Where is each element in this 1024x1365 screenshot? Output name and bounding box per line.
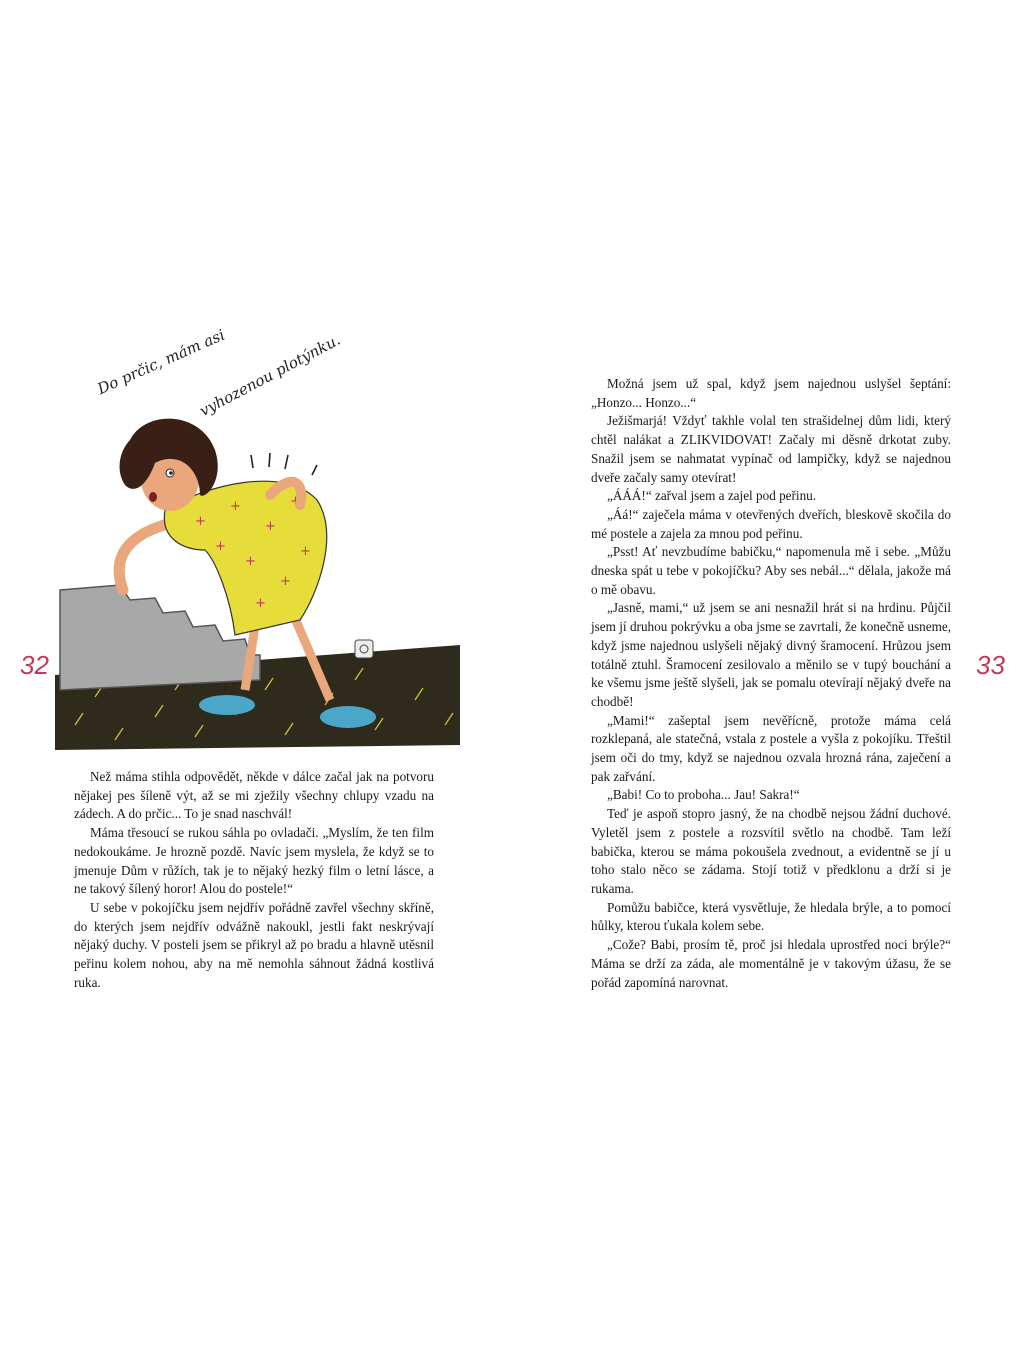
paragraph: Máma třesoucí se rukou sáhla po ovladači. „Myslím, že ten film nedokoukáme. Je hrozně pozdě. Navíc jsem myslela, že když se to jmenuje Dům v růžích, tak je to nějaký hezký film o letní lásce, a ne takový šílený horor! Alou do postele!“ bbox=[74, 825, 434, 897]
svg-text:+: + bbox=[245, 554, 256, 569]
paragraph: „Jasně, mami,“ už jsem se ani nesnažil hrát si na hrdinu. Půjčil jsem jí druhou pokrývku a oba jsme se zavrtali, že konečně usneme, když jsme najednou uslyšeli nějaký divný šramocení. Hrůzou jsem totálně ztuhl. Šramocení zesilovalo a měnilo se v tupý bouchání a ke všemu jsme ještě slyšeli, jak se pomalu otevírají nějaký dveře na chodbě! bbox=[591, 600, 951, 709]
svg-text:+: + bbox=[265, 519, 276, 534]
svg-text:+: + bbox=[290, 494, 301, 509]
paragraph: „Cože? Babi, prosím tě, proč jsi hledala uprostřed noci brýle?“ Máma se drží za záda, ale momentálně je v takovým úžasu, že se pořád zapomíná narovnat. bbox=[591, 937, 951, 990]
slipper-left bbox=[199, 695, 255, 715]
paragraph: U sebe v pokojíčku jsem nejdřív pořádně zavřel všechny skříně, do kterých jsem nejdřív odvážně nakoukl, jestli fakt neskrývají nějaký duchy. V posteli jsem se přikryl až po bradu a hlavně utěsnil peřinu kolem nohou, aby na mě nemohla sáhnout žádná kostlivá ruka. bbox=[74, 899, 434, 990]
paragraph: „Mami!“ zašeptal jsem nevěřícně, protože máma celá rozklepaná, ale statečná, vstala z postele a vyšla z pokojíku. Třeštil jsem oči do tmy, když se najednou ozvala hrozná rána, zaječení a pak zařvání. bbox=[591, 712, 951, 784]
left-page-text bbox=[74, 768, 434, 992]
paragraph: Než máma stihla odpovědět, někde v dálce začal jak na potvoru nějakej pes šíleně výt, až se mi zježily všechny chlupy vzadu na zádech. A do prčic... To je snad naschvál! bbox=[74, 769, 434, 822]
paragraph: Teď je aspoň stopro jasný, že na chodbě nejsou žádní duchové. Vyletěl jsem z postele a rozsvítil světlo na chodbě. Tam leží babička, kterou se máma pokoušela zvednout, a evidentně se jí u toho stalo něco se zádama. Stojí totiž v předklonu a drží si je rukama. bbox=[591, 806, 951, 896]
slipper-right bbox=[320, 706, 376, 728]
svg-text:+: + bbox=[215, 539, 226, 554]
right-page-text bbox=[591, 375, 951, 992]
paragraph: „Psst! Ať nevzbudíme babičku,“ napomenula mě i sebe. „Můžu dneska spát u tebe v pokojíčku? Aby ses nebál...“ dělala, jakože má o mě obavu. bbox=[591, 544, 951, 597]
speech-handwriting-line2: vyhozenou plotýnku. bbox=[196, 330, 344, 420]
paragraph: „Áá!“ zaječela máma v otevřených dveřích, bleskově skočila do mé postele a zajela za mnou pod peřinu. bbox=[591, 506, 951, 541]
page-number-right: 33 bbox=[976, 650, 1005, 680]
paragraph: Pomůžu babičce, která vysvětluje, že hledala brýle, a to pomocí hůlky, kterou ťukala kolem sebe. bbox=[591, 899, 951, 934]
svg-text:+: + bbox=[300, 544, 311, 559]
svg-text:+: + bbox=[255, 596, 266, 611]
svg-text:+: + bbox=[280, 574, 291, 589]
paragraph: „ÁÁÁ!“ zařval jsem a zajel pod peřinu. bbox=[607, 488, 817, 504]
svg-text:+: + bbox=[230, 499, 241, 514]
page-number-left: 32 bbox=[20, 650, 49, 680]
paragraph: Ježišmarjá! Vždyť takhle volal ten strašidelnej dům lidi, který chtěl nalákat a ZLIKVIDOVAT! Začaly mi děsně drkotat zuby. Snažil jsem se nahmatat vypínač od lampičky, když se najednou dveře začaly samy otevírat! bbox=[591, 413, 951, 485]
paragraph: „Babi! Co to proboha... Jau! Sakra!“ bbox=[607, 787, 800, 803]
illustration-woman-stairs bbox=[55, 345, 465, 750]
speech-handwriting-line1: Do prčic, mám asi bbox=[94, 325, 228, 398]
paragraph: Možná jsem už spal, když jsem najednou uslyšel šeptání: „Honzo... Honzo...“ bbox=[591, 376, 951, 410]
svg-text:+: + bbox=[195, 514, 206, 529]
